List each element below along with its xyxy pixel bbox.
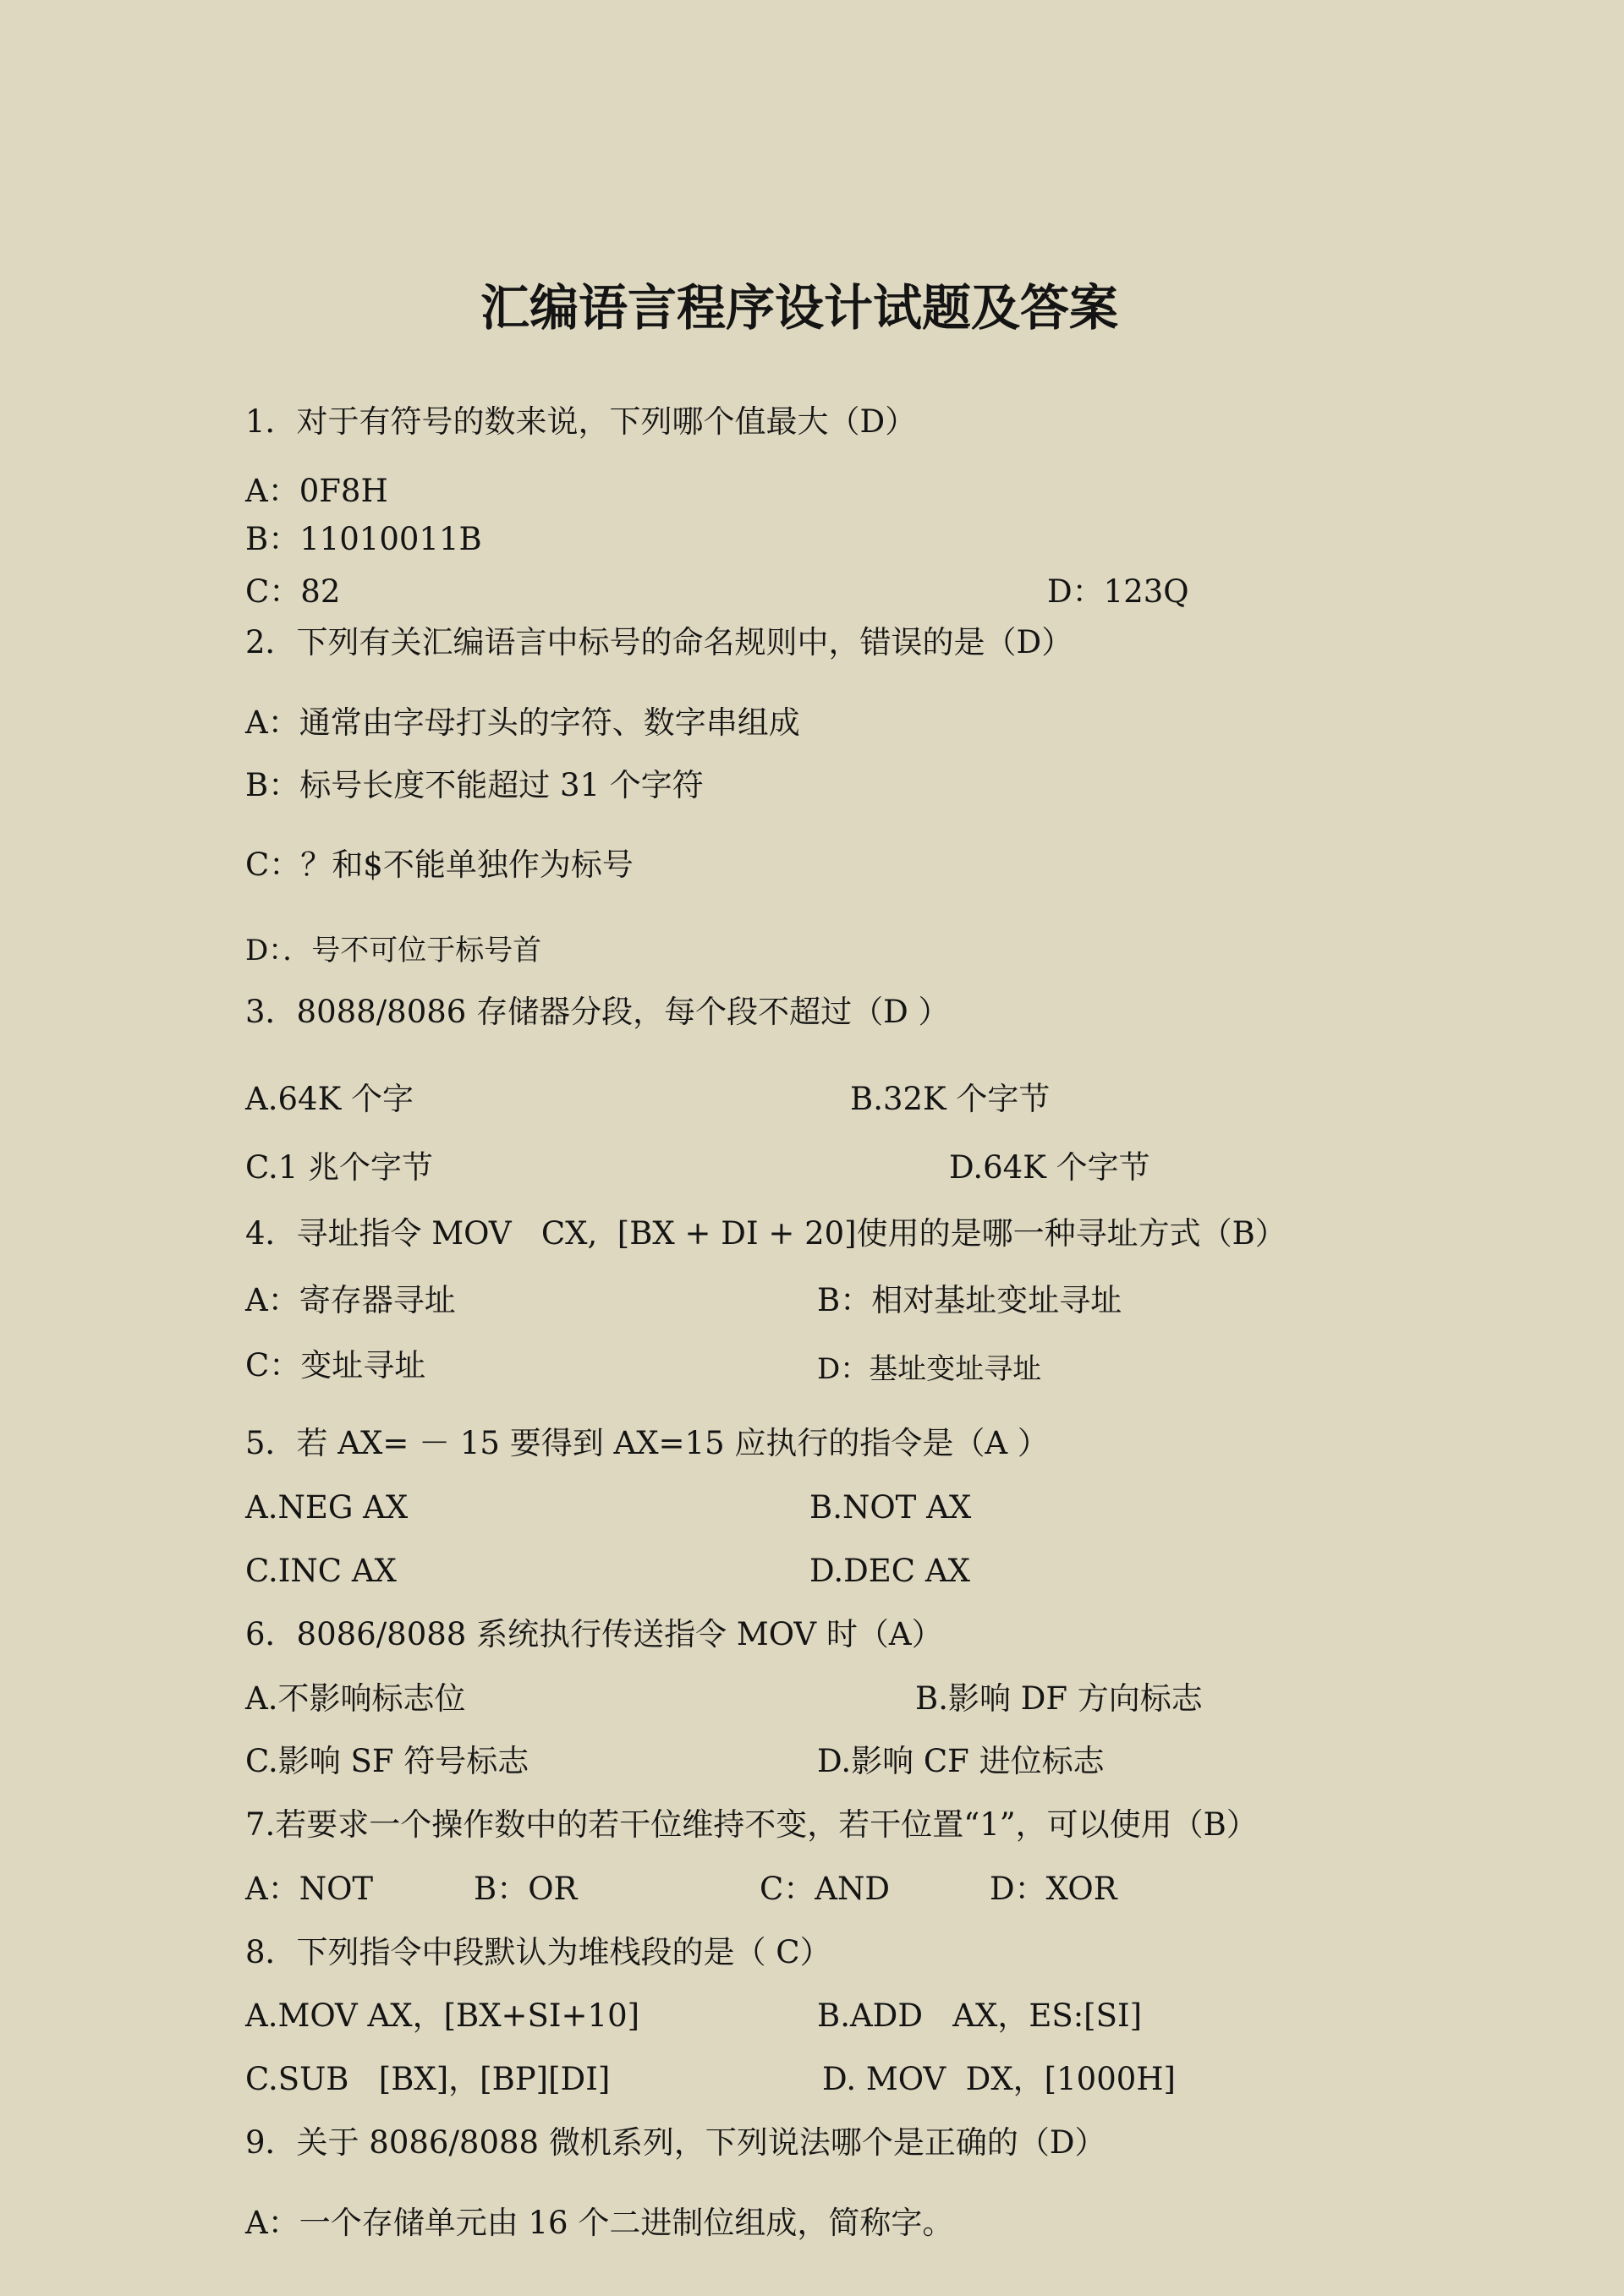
question-2-option-c: C：？和$不能单独作为标号 <box>245 847 634 883</box>
question-8-option-d: D. MOV DX，[1000H] <box>822 2061 1176 2097</box>
question-5-option-d: D.DEC AX <box>809 1553 970 1589</box>
question-8-option-a: A.MOV AX，[BX+SI+10] <box>245 1997 640 2034</box>
question-1-option-c: C：82 <box>245 573 341 610</box>
question-7-option-d: D：XOR <box>990 1871 1117 1907</box>
question-2-option-a: A：通常由字母打头的字符、数字串组成 <box>245 704 800 741</box>
question-1-option-d: D：123Q <box>1047 573 1189 610</box>
question-3-option-d: D.64K 个字节 <box>949 1149 1150 1186</box>
question-9-stem: 9．关于 8086/8088 微机系列，下列说法哪个是正确的（D） <box>245 2124 1106 2161</box>
question-4-option-a: A：寄存器寻址 <box>245 1282 456 1318</box>
question-6-option-c: C.影响 SF 符号标志 <box>245 1743 529 1779</box>
question-3-option-b: B.32K 个字节 <box>850 1081 1051 1117</box>
question-4-option-b: B：相对基址变址寻址 <box>817 1282 1122 1318</box>
page-title: 汇编语言程序设计试题及答案 <box>480 279 1118 337</box>
question-1-option-b: B：11010011B <box>245 521 482 557</box>
question-6-option-d: D.影响 CF 进位标志 <box>817 1743 1105 1779</box>
question-5-option-a: A.NEG AX <box>245 1489 409 1526</box>
question-4-stem: 4．寻址指令 MOV CX, [BX + DI + 20]使用的是哪一种寻址方式（B） <box>245 1215 1287 1252</box>
question-2-stem: 2．下列有关汇编语言中标号的命名规则中，错误的是（D） <box>245 624 1073 660</box>
question-2-option-d: D：．号不可位于标号首 <box>245 934 542 967</box>
question-8-option-b: B.ADD AX，ES:[SI] <box>817 1997 1143 2034</box>
question-3-stem: 3．8088/8086 存储器分段，每个段不超过（D ） <box>245 994 950 1030</box>
question-1-stem: 1．对于有符号的数来说，下列哪个值最大（D） <box>245 403 917 440</box>
question-5-stem: 5．若 AX= － 15 要得到 AX=15 应执行的指令是（A ） <box>245 1425 1049 1461</box>
question-8-option-c: C.SUB [BX]，[BP][DI] <box>245 2061 611 2097</box>
question-7-option-c: C：AND <box>760 1871 891 1907</box>
question-8-stem: 8．下列指令中段默认为堆栈段的是（ C） <box>245 1934 831 1970</box>
question-5-option-c: C.INC AX <box>245 1553 397 1589</box>
question-5-option-b: B.NOT AX <box>809 1489 972 1526</box>
question-3-option-a: A.64K 个字 <box>245 1081 414 1117</box>
question-7-stem: 7.若要求一个操作数中的若干位维持不变，若干位置“1”，可以使用（B） <box>245 1806 1258 1843</box>
question-6-stem: 6．8086/8088 系统执行传送指令 MOV 时（A） <box>245 1616 943 1652</box>
question-4-option-c: C：变址寻址 <box>245 1347 426 1384</box>
question-4-option-d: D：基址变址寻址 <box>817 1352 1042 1386</box>
question-6-option-b: B.影响 DF 方向标志 <box>915 1680 1203 1717</box>
question-3-option-c: C.1 兆个字节 <box>245 1149 434 1186</box>
question-2-option-b: B：标号长度不能超过 31 个字符 <box>245 767 704 803</box>
question-9-option-a: A：一个存储单元由 16 个二进制位组成，简称字。 <box>245 2205 954 2241</box>
question-7-option-a: A：NOT <box>245 1871 374 1907</box>
question-6-option-a: A.不影响标志位 <box>245 1680 466 1717</box>
question-7-option-b: B：OR <box>474 1871 578 1907</box>
question-1-option-a: A：0F8H <box>245 473 388 509</box>
